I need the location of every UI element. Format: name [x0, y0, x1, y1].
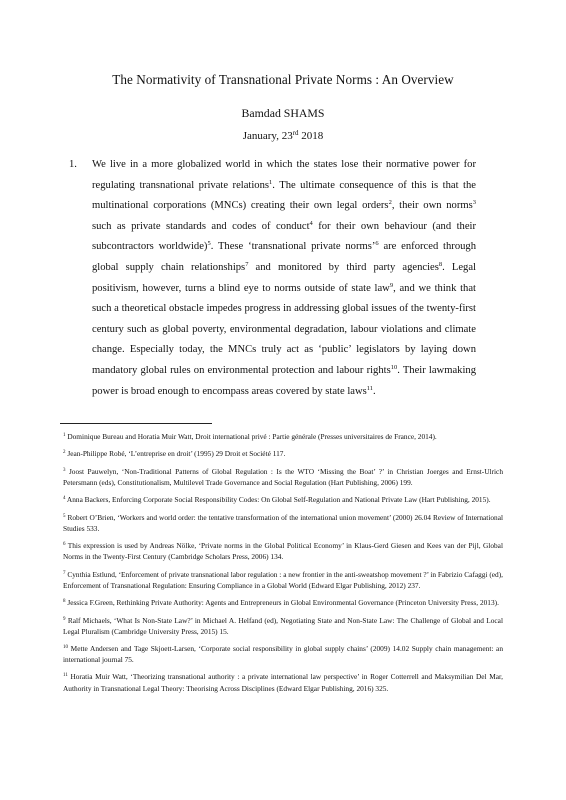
footnote-text: Cynthia Estlund, ‘Enforcement of private transnational labor regulation : a new frontier in the anti-sweatshop movement ?’ in Fabrizio Cafaggi (ed), Enforcement of Transnational Regulation: Ensuring Compliance in a Global World (Edward Elgar Publishing, 2012) 237.	[63, 569, 503, 590]
paragraph-text-segment: . These ‘transnational private norms’	[210, 241, 376, 253]
footnote-reference[interactable]: 2	[388, 199, 392, 207]
footnote-separator	[60, 423, 212, 424]
footnote-number: 6	[63, 542, 66, 548]
footnote	[63, 540, 503, 562]
paragraph-text-segment: for their own behaviour (and their subcontractors worldwide)	[92, 220, 477, 253]
footnote-text: Jessica F.Green, Rethinking Private Authority: Agents and Entrepreneurs in Global Environmental Governance (Princeton University Press, 2013).	[65, 598, 499, 608]
footnote-number: 11	[63, 673, 68, 679]
footnote-number: 2	[63, 450, 66, 456]
footnote-text: Jean-Philippe Robé, ‘L’entreprise en droit’ (1995) 29 Droit et Société 117.	[65, 449, 286, 459]
date-text: January, 23	[242, 130, 293, 142]
footnote-reference[interactable]: 5	[207, 240, 211, 248]
date-year: 2018	[298, 130, 324, 142]
paragraph-text-segment: , and we think that such a theoretical obstacle impedes progress in addressing global issues of the twenty-first century such as global poverty, environmental degradation, labour violations and climate change. Especially today, the MNCs truly act as ‘public’ legislators by laying down mandatory global rules on environmental protection and labour rights	[92, 282, 477, 376]
footnote-text: Dominique Bureau and Horatia Muir Watt, Droit international privé : Partie générale (Presses universitaires de France, 2014).	[65, 432, 437, 441]
footnote-reference[interactable]: 4	[309, 219, 313, 227]
document-title: The Normativity of Transnational Private Norms : An Overview	[112, 72, 454, 87]
footnote	[63, 448, 503, 459]
footnote-number: 5	[63, 513, 66, 519]
footnote-number: 7	[63, 570, 66, 576]
footnote-number: 9	[63, 616, 66, 622]
footnote	[63, 643, 503, 665]
document-date	[0, 130, 566, 142]
footnote-reference[interactable]: 10	[390, 363, 398, 371]
footnote	[63, 494, 503, 505]
footnote-reference[interactable]: 8	[438, 260, 443, 268]
footnote-number: 8	[63, 599, 66, 605]
paragraph-text-segment: such as private standards and codes of conduct	[92, 220, 310, 232]
footnote	[63, 597, 503, 608]
footnote-text: Anna Backers, Enforcing Corporate Social Responsibility Codes: On Global Self-Regulation and National Private Law (Hart Publishing, 2015).	[65, 495, 491, 505]
footnote-text: Mette Andersen and Tage Skjoett-Larsen, ‘Corporate social responsibility in global supply chains’ (2009) 14.02 Supply chain management: an international journal 75.	[63, 643, 503, 665]
footnote-reference[interactable]: 11	[366, 384, 374, 392]
paragraph-text-segment: and monitored by third party agencies	[248, 261, 439, 273]
paragraph-text-segment: We live in a more globalized world in which the states lose their normative power for regulating transnational private relations	[92, 159, 476, 191]
footnote-reference[interactable]: 1	[269, 178, 273, 186]
footnote-text: Ralf Michaels, ‘What Is Non-State Law?’ in Michael A. Helfand (ed), Negotiating State and Non-State Law: The Challenge of Global and Local Legal Pluralism (Cambridge University Press, 2015) 15.	[63, 615, 503, 636]
paragraph-text-segment: , their own norms	[391, 200, 473, 212]
date-ordinal-suffix: rd	[292, 129, 299, 137]
footnote-number: 4	[63, 496, 66, 502]
footnote	[63, 466, 503, 488]
paragraph-text-segment: . Legal positivism, however, turns a blind eye to norms outside of state law	[92, 261, 476, 294]
footnote	[63, 671, 503, 693]
footnote-reference[interactable]: 6	[375, 240, 379, 248]
footnote-number: 10	[63, 644, 68, 650]
footnote-number: 1	[63, 433, 66, 438]
footnotes-section	[63, 431, 503, 700]
footnote	[63, 431, 503, 442]
footnote-reference[interactable]: 7	[245, 260, 249, 268]
paragraph-text-segment: . Their lawmaking power is broad enough to encompass areas covered by state laws	[92, 364, 476, 397]
footnote-text: Horatia Muir Watt, ‘Theorizing transnational authority : a private international law perspective’ in Roger Cotterrell and Maksymilian Del Mar, Authority in Transnational Legal Theory: Theorising Across Disciplines (Edward Elgar Publishing, 2016) 325.	[63, 672, 503, 693]
footnote-text: This expression is used by Andreas Nölke, ‘Private norms in the Global Political Economy’ in Klaus-Gerd Giesen and Kees van der Pijl, Global Norms in the Twenty-First Century (Cambridge Scholars Press, 2006) 134.	[63, 541, 503, 562]
footnote-text: Robert O’Brien, ‘Workers and world order: the tentative transformation of the international union movement’ (2000) 26.04 Review of International Studies 533.	[63, 512, 503, 533]
footnote-text: Joost Pauwelyn, ‘Non-Traditional Patterns of Global Regulation : Is the WTO ‘Missing the Boat’ ?’ in Christian Joerges and Ernst-Ulrich Petersmann (eds), Constitutionalism, Multilevel Trade Governance and Social Regulation (Hart Publishing, 2006) 199.	[63, 466, 503, 487]
paragraph-text-segment: . The ultimate consequence of this is that the multinational corporations (MNCs) creating their own legal orders	[92, 179, 476, 212]
footnote-number: 3	[63, 467, 66, 473]
paragraph-text-segment: are enforced through global supply chain relationships	[92, 241, 477, 273]
footnote	[63, 569, 503, 591]
footnote	[63, 512, 503, 534]
footnote	[63, 615, 503, 637]
paragraph-number: 1.	[69, 159, 77, 170]
paragraph-text-segment: .	[373, 385, 376, 397]
footnote-reference[interactable]: 3	[472, 199, 476, 207]
document-author: Bamdad SHAMS	[241, 106, 325, 120]
footnote-reference[interactable]: 9	[389, 281, 394, 289]
body-paragraph-1	[69, 155, 477, 402]
